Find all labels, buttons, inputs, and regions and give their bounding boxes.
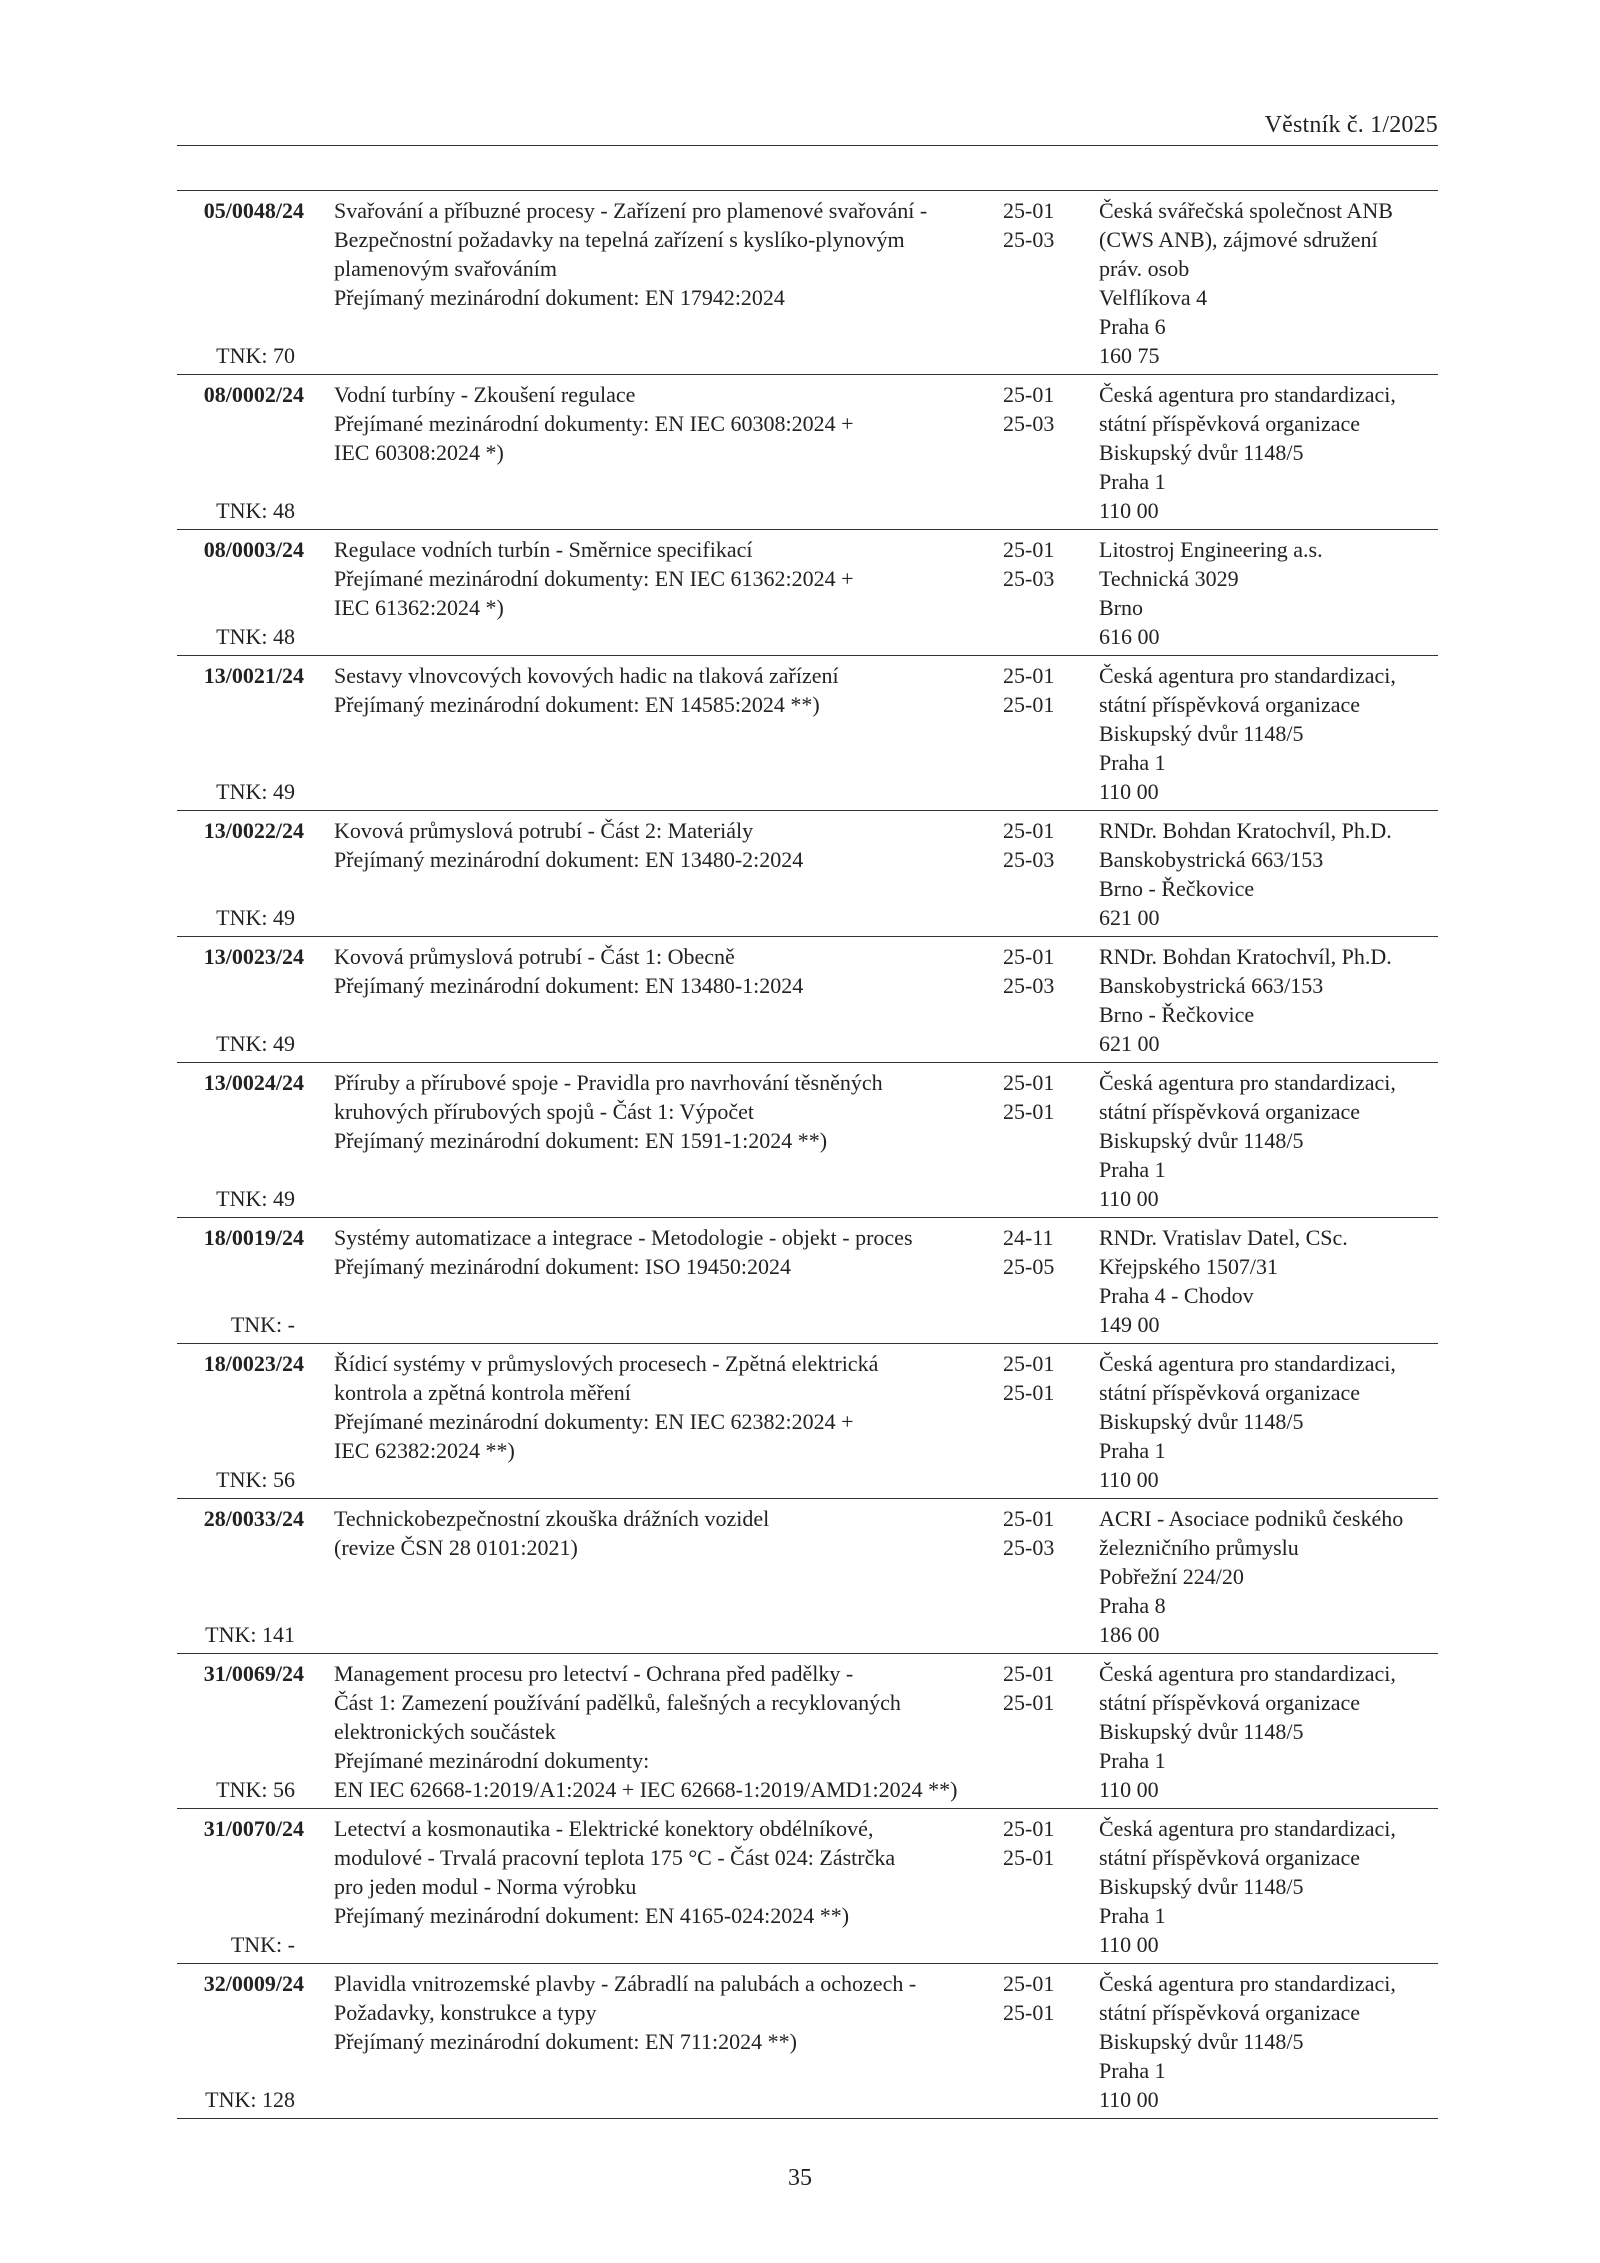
standard-title bbox=[334, 1659, 994, 1804]
title-line: Systémy automatizace a integrace - Metodologie - objekt - proces bbox=[334, 1225, 913, 1250]
tnk-label: TNK: 49 bbox=[216, 1186, 295, 1211]
table-row bbox=[177, 1654, 1438, 1809]
title-line: Část 1: Zamezení používání padělků, falešných a recyklovaných bbox=[334, 1690, 901, 1715]
date-code: 25-01 bbox=[1003, 1506, 1055, 1531]
address-line: RNDr. Bohdan Kratochvíl, Ph.D. bbox=[1099, 944, 1392, 969]
address-line: státní příspěvková organizace bbox=[1099, 1380, 1361, 1405]
address-line: Brno - Řečkovice bbox=[1099, 1002, 1255, 1027]
date-code: 25-01 bbox=[1003, 537, 1055, 562]
date-code: 25-01 bbox=[1003, 944, 1055, 969]
address-line: RNDr. Vratislav Datel, CSc. bbox=[1099, 1225, 1348, 1250]
standard-number: 08/0003/24 bbox=[203, 537, 304, 562]
standard-number: 13/0021/24 bbox=[203, 663, 304, 688]
tnk-label: TNK: 49 bbox=[216, 779, 295, 804]
address-line: Praha 1 bbox=[1099, 2058, 1166, 2083]
date-code: 25-01 bbox=[1003, 818, 1055, 843]
address-line: Banskobystrická 663/153 bbox=[1099, 973, 1324, 998]
standard-title bbox=[334, 942, 994, 1000]
date-code: 25-01 bbox=[1003, 382, 1055, 407]
title-line: Kovová průmyslová potrubí - Část 2: Materiály bbox=[334, 818, 754, 843]
standard-title bbox=[334, 1504, 994, 1562]
address-line: Česká agentura pro standardizaci, bbox=[1099, 1661, 1396, 1686]
address-line: Křejpského 1507/31 bbox=[1099, 1254, 1279, 1279]
title-line: Přejímané mezinárodní dokumenty: EN IEC 62382:2024 + bbox=[334, 1409, 854, 1434]
address-line: Brno bbox=[1099, 595, 1143, 620]
address-line: 110 00 bbox=[1099, 1186, 1159, 1211]
title-line: plamenovým svařováním bbox=[334, 256, 558, 281]
address-line: 149 00 bbox=[1099, 1312, 1160, 1337]
title-line: Plavidla vnitrozemské plavby - Zábradlí na palubách a ochozech - bbox=[334, 1971, 917, 1996]
standard-number: 13/0024/24 bbox=[203, 1070, 304, 1095]
tnk-label: TNK: 49 bbox=[216, 905, 295, 930]
standard-title bbox=[334, 380, 994, 467]
tnk-label: TNK: 56 bbox=[216, 1467, 295, 1492]
address-line: 621 00 bbox=[1099, 905, 1160, 930]
processor-address bbox=[1099, 1504, 1439, 1649]
address-line: 110 00 bbox=[1099, 1932, 1159, 1957]
address-line: Banskobystrická 663/153 bbox=[1099, 847, 1324, 872]
address-line: Česká agentura pro standardizaci, bbox=[1099, 1351, 1396, 1376]
date-codes bbox=[1003, 661, 1073, 719]
title-line: Kovová průmyslová potrubí - Část 1: Obecně bbox=[334, 944, 735, 969]
address-line: Praha 8 bbox=[1099, 1593, 1166, 1618]
date-code: 25-01 bbox=[1003, 2000, 1055, 2025]
date-code: 25-01 bbox=[1003, 663, 1055, 688]
date-code: 25-03 bbox=[1003, 411, 1055, 436]
title-line: IEC 62382:2024 **) bbox=[334, 1438, 515, 1463]
address-line: Technická 3029 bbox=[1099, 566, 1239, 591]
processor-address bbox=[1099, 816, 1439, 932]
date-codes bbox=[1003, 196, 1073, 254]
address-line: Biskupský dvůr 1148/5 bbox=[1099, 721, 1304, 746]
standard-number: 31/0069/24 bbox=[203, 1661, 304, 1686]
title-line: elektronických součástek bbox=[334, 1719, 556, 1744]
address-line: Biskupský dvůr 1148/5 bbox=[1099, 1128, 1304, 1153]
tnk-label: TNK: 48 bbox=[216, 498, 295, 523]
processor-address bbox=[1099, 942, 1439, 1058]
standard-title bbox=[334, 196, 994, 312]
table-row bbox=[177, 1344, 1438, 1499]
date-code: 25-01 bbox=[1003, 1099, 1055, 1124]
standard-title bbox=[334, 1349, 994, 1465]
title-line: Řídicí systémy v průmyslových procesech - Zpětná elektrická bbox=[334, 1351, 879, 1376]
date-codes bbox=[1003, 942, 1073, 1000]
standard-title bbox=[334, 661, 994, 719]
standard-number: 32/0009/24 bbox=[203, 1971, 304, 1996]
address-line: 110 00 bbox=[1099, 2087, 1159, 2112]
address-line: státní příspěvková organizace bbox=[1099, 1845, 1361, 1870]
processor-address bbox=[1099, 1223, 1439, 1339]
address-line: Praha 1 bbox=[1099, 750, 1166, 775]
address-line: Biskupský dvůr 1148/5 bbox=[1099, 1409, 1304, 1434]
title-line: Přejímaný mezinárodní dokument: EN 14585:2024 **) bbox=[334, 692, 820, 717]
address-line: Česká agentura pro standardizaci, bbox=[1099, 663, 1396, 688]
title-line: Sestavy vlnovcových kovových hadic na tlaková zařízení bbox=[334, 663, 839, 688]
title-line: Přejímaný mezinárodní dokument: EN 4165-024:2024 **) bbox=[334, 1903, 850, 1928]
address-line: Biskupský dvůr 1148/5 bbox=[1099, 440, 1304, 465]
standard-number: 18/0023/24 bbox=[203, 1351, 304, 1376]
title-line: IEC 60308:2024 *) bbox=[334, 440, 504, 465]
title-line: Přejímaný mezinárodní dokument: EN 13480-1:2024 bbox=[334, 973, 804, 998]
date-codes bbox=[1003, 380, 1073, 438]
date-code: 25-03 bbox=[1003, 1535, 1055, 1560]
address-line: práv. osob bbox=[1099, 256, 1190, 281]
address-line: státní příspěvková organizace bbox=[1099, 1099, 1361, 1124]
address-line: železničního průmyslu bbox=[1099, 1535, 1299, 1560]
title-line: Vodní turbíny - Zkoušení regulace bbox=[334, 382, 636, 407]
date-codes bbox=[1003, 1969, 1073, 2027]
tnk-label: TNK: 56 bbox=[216, 1777, 295, 1802]
processor-address bbox=[1099, 1814, 1439, 1959]
date-code: 25-03 bbox=[1003, 847, 1055, 872]
date-code: 25-01 bbox=[1003, 1690, 1055, 1715]
processor-address bbox=[1099, 1349, 1439, 1494]
header-divider bbox=[177, 145, 1438, 146]
table-row bbox=[177, 530, 1438, 656]
standard-number: 08/0002/24 bbox=[203, 382, 304, 407]
address-line: Brno - Řečkovice bbox=[1099, 876, 1255, 901]
standard-title bbox=[334, 1068, 994, 1155]
address-line: 616 00 bbox=[1099, 624, 1160, 649]
address-line: Praha 4 - Chodov bbox=[1099, 1283, 1254, 1308]
standard-number: 05/0048/24 bbox=[203, 198, 304, 223]
tnk-label: TNK: 48 bbox=[216, 624, 295, 649]
tnk-label: TNK: 70 bbox=[216, 343, 295, 368]
processor-address bbox=[1099, 661, 1439, 806]
address-line: Litostroj Engineering a.s. bbox=[1099, 537, 1323, 562]
title-line: Přejímaný mezinárodní dokument: EN 1591-1:2024 **) bbox=[334, 1128, 828, 1153]
processor-address bbox=[1099, 535, 1439, 651]
address-line: 621 00 bbox=[1099, 1031, 1160, 1056]
date-code: 25-05 bbox=[1003, 1254, 1055, 1279]
processor-address bbox=[1099, 196, 1439, 370]
date-codes bbox=[1003, 1659, 1073, 1717]
title-line: (revize ČSN 28 0101:2021) bbox=[334, 1535, 578, 1560]
address-line: Česká agentura pro standardizaci, bbox=[1099, 1070, 1396, 1095]
processor-address bbox=[1099, 1068, 1439, 1213]
tnk-label: TNK: - bbox=[230, 1932, 295, 1957]
address-line: Biskupský dvůr 1148/5 bbox=[1099, 2029, 1304, 2054]
standard-number: 13/0022/24 bbox=[203, 818, 304, 843]
table-row bbox=[177, 191, 1438, 375]
table-row bbox=[177, 937, 1438, 1063]
title-line: Přejímaný mezinárodní dokument: EN 13480-2:2024 bbox=[334, 847, 804, 872]
address-line: (CWS ANB), zájmové sdružení bbox=[1099, 227, 1378, 252]
address-line: Česká svářečská společnost ANB bbox=[1099, 198, 1393, 223]
date-code: 25-01 bbox=[1003, 1351, 1055, 1376]
address-line: Praha 1 bbox=[1099, 1157, 1166, 1182]
title-line: Management procesu pro letectví - Ochrana před padělky - bbox=[334, 1661, 854, 1686]
standard-number: 18/0019/24 bbox=[203, 1225, 304, 1250]
address-line: 110 00 bbox=[1099, 779, 1159, 804]
title-line: Přejímaný mezinárodní dokument: ISO 19450:2024 bbox=[334, 1254, 792, 1279]
address-line: Česká agentura pro standardizaci, bbox=[1099, 1971, 1396, 1996]
processor-address bbox=[1099, 1969, 1439, 2114]
title-line: Příruby a přírubové spoje - Pravidla pro navrhování těsněných bbox=[334, 1070, 883, 1095]
date-code: 25-01 bbox=[1003, 1971, 1055, 1996]
tnk-label: TNK: 49 bbox=[216, 1031, 295, 1056]
title-line: Svařování a příbuzné procesy - Zařízení pro plamenové svařování - bbox=[334, 198, 928, 223]
tnk-label: TNK: - bbox=[230, 1312, 295, 1337]
address-line: Praha 1 bbox=[1099, 1903, 1166, 1928]
table-row bbox=[177, 1809, 1438, 1964]
table-row bbox=[177, 811, 1438, 937]
title-line: modulové - Trvalá pracovní teplota 175 °C - Část 024: Zástrčka bbox=[334, 1845, 896, 1870]
title-line: Požadavky, konstrukce a typy bbox=[334, 2000, 597, 2025]
title-line: Bezpečnostní požadavky na tepelná zařízení s kyslíko-plynovým bbox=[334, 227, 905, 252]
date-codes bbox=[1003, 1223, 1073, 1281]
table-row bbox=[177, 1063, 1438, 1218]
table-row bbox=[177, 375, 1438, 530]
title-line: Přejímané mezinárodní dokumenty: bbox=[334, 1748, 650, 1773]
processor-address bbox=[1099, 1659, 1439, 1804]
date-code: 25-03 bbox=[1003, 566, 1055, 591]
date-codes bbox=[1003, 1504, 1073, 1562]
standard-number: 28/0033/24 bbox=[203, 1506, 304, 1531]
table-row bbox=[177, 1499, 1438, 1654]
title-line: Přejímaný mezinárodní dokument: EN 17942:2024 bbox=[334, 285, 785, 310]
date-code: 25-01 bbox=[1003, 1380, 1055, 1405]
standard-title bbox=[334, 535, 994, 622]
title-line: Regulace vodních turbín - Směrnice specifikací bbox=[334, 537, 753, 562]
table-row bbox=[177, 656, 1438, 811]
standard-title bbox=[334, 1223, 994, 1281]
tnk-label: TNK: 141 bbox=[205, 1622, 295, 1647]
address-line: státní příspěvková organizace bbox=[1099, 692, 1361, 717]
address-line: Praha 6 bbox=[1099, 314, 1166, 339]
date-code: 25-01 bbox=[1003, 198, 1055, 223]
page-number: 35 bbox=[788, 2165, 812, 2191]
address-line: RNDr. Bohdan Kratochvíl, Ph.D. bbox=[1099, 818, 1392, 843]
table-row bbox=[177, 1218, 1438, 1344]
processor-address bbox=[1099, 380, 1439, 525]
table-row bbox=[177, 1964, 1438, 2119]
address-line: 110 00 bbox=[1099, 1777, 1159, 1802]
standards-table bbox=[177, 190, 1438, 2119]
address-line: 160 75 bbox=[1099, 343, 1160, 368]
title-line: kontrola a zpětná kontrola měření bbox=[334, 1380, 631, 1405]
standard-number: 31/0070/24 bbox=[203, 1816, 304, 1841]
date-code: 25-03 bbox=[1003, 973, 1055, 998]
title-line: Přejímané mezinárodní dokumenty: EN IEC 60308:2024 + bbox=[334, 411, 854, 436]
address-line: Biskupský dvůr 1148/5 bbox=[1099, 1874, 1304, 1899]
date-code: 25-01 bbox=[1003, 1845, 1055, 1870]
address-line: 110 00 bbox=[1099, 498, 1159, 523]
title-line: Letectví a kosmonautika - Elektrické konektory obdélníkové, bbox=[334, 1816, 874, 1841]
date-code: 25-01 bbox=[1003, 692, 1055, 717]
address-line: Velflíkova 4 bbox=[1099, 285, 1208, 310]
title-line: Přejímaný mezinárodní dokument: EN 711:2024 **) bbox=[334, 2029, 797, 2054]
title-line: Přejímané mezinárodní dokumenty: EN IEC 61362:2024 + bbox=[334, 566, 854, 591]
date-code: 25-03 bbox=[1003, 227, 1055, 252]
date-code: 25-01 bbox=[1003, 1661, 1055, 1686]
address-line: státní příspěvková organizace bbox=[1099, 2000, 1361, 2025]
date-code: 25-01 bbox=[1003, 1070, 1055, 1095]
date-codes bbox=[1003, 1068, 1073, 1126]
title-line: kruhových přírubových spojů - Část 1: Výpočet bbox=[334, 1099, 754, 1124]
address-line: Praha 1 bbox=[1099, 1748, 1166, 1773]
standard-title bbox=[334, 1814, 994, 1930]
address-line: 110 00 bbox=[1099, 1467, 1159, 1492]
standard-title bbox=[334, 1969, 994, 2056]
date-codes bbox=[1003, 535, 1073, 593]
address-line: státní příspěvková organizace bbox=[1099, 411, 1361, 436]
address-line: 186 00 bbox=[1099, 1622, 1160, 1647]
date-codes bbox=[1003, 1349, 1073, 1407]
address-line: Česká agentura pro standardizaci, bbox=[1099, 1816, 1396, 1841]
tnk-label: TNK: 128 bbox=[205, 2087, 295, 2112]
date-codes bbox=[1003, 1814, 1073, 1872]
address-line: Praha 1 bbox=[1099, 469, 1166, 494]
date-code: 24-11 bbox=[1003, 1225, 1054, 1250]
address-line: státní příspěvková organizace bbox=[1099, 1690, 1361, 1715]
title-line: pro jeden modul - Norma výrobku bbox=[334, 1874, 637, 1899]
date-codes bbox=[1003, 816, 1073, 874]
address-line: ACRI - Asociace podniků českého bbox=[1099, 1506, 1404, 1531]
title-line: EN IEC 62668-1:2019/A1:2024 + IEC 62668-1:2019/AMD1:2024 **) bbox=[334, 1777, 958, 1802]
date-code: 25-01 bbox=[1003, 1816, 1055, 1841]
address-line: Česká agentura pro standardizaci, bbox=[1099, 382, 1396, 407]
standard-number: 13/0023/24 bbox=[203, 944, 304, 969]
title-line: IEC 61362:2024 *) bbox=[334, 595, 504, 620]
standard-title bbox=[334, 816, 994, 874]
address-line: Praha 1 bbox=[1099, 1438, 1166, 1463]
page-header-title: Věstník č. 1/2025 bbox=[1264, 112, 1438, 138]
address-line: Pobřežní 224/20 bbox=[1099, 1564, 1244, 1589]
title-line: Technickobezpečnostní zkouška drážních vozidel bbox=[334, 1506, 770, 1531]
address-line: Biskupský dvůr 1148/5 bbox=[1099, 1719, 1304, 1744]
